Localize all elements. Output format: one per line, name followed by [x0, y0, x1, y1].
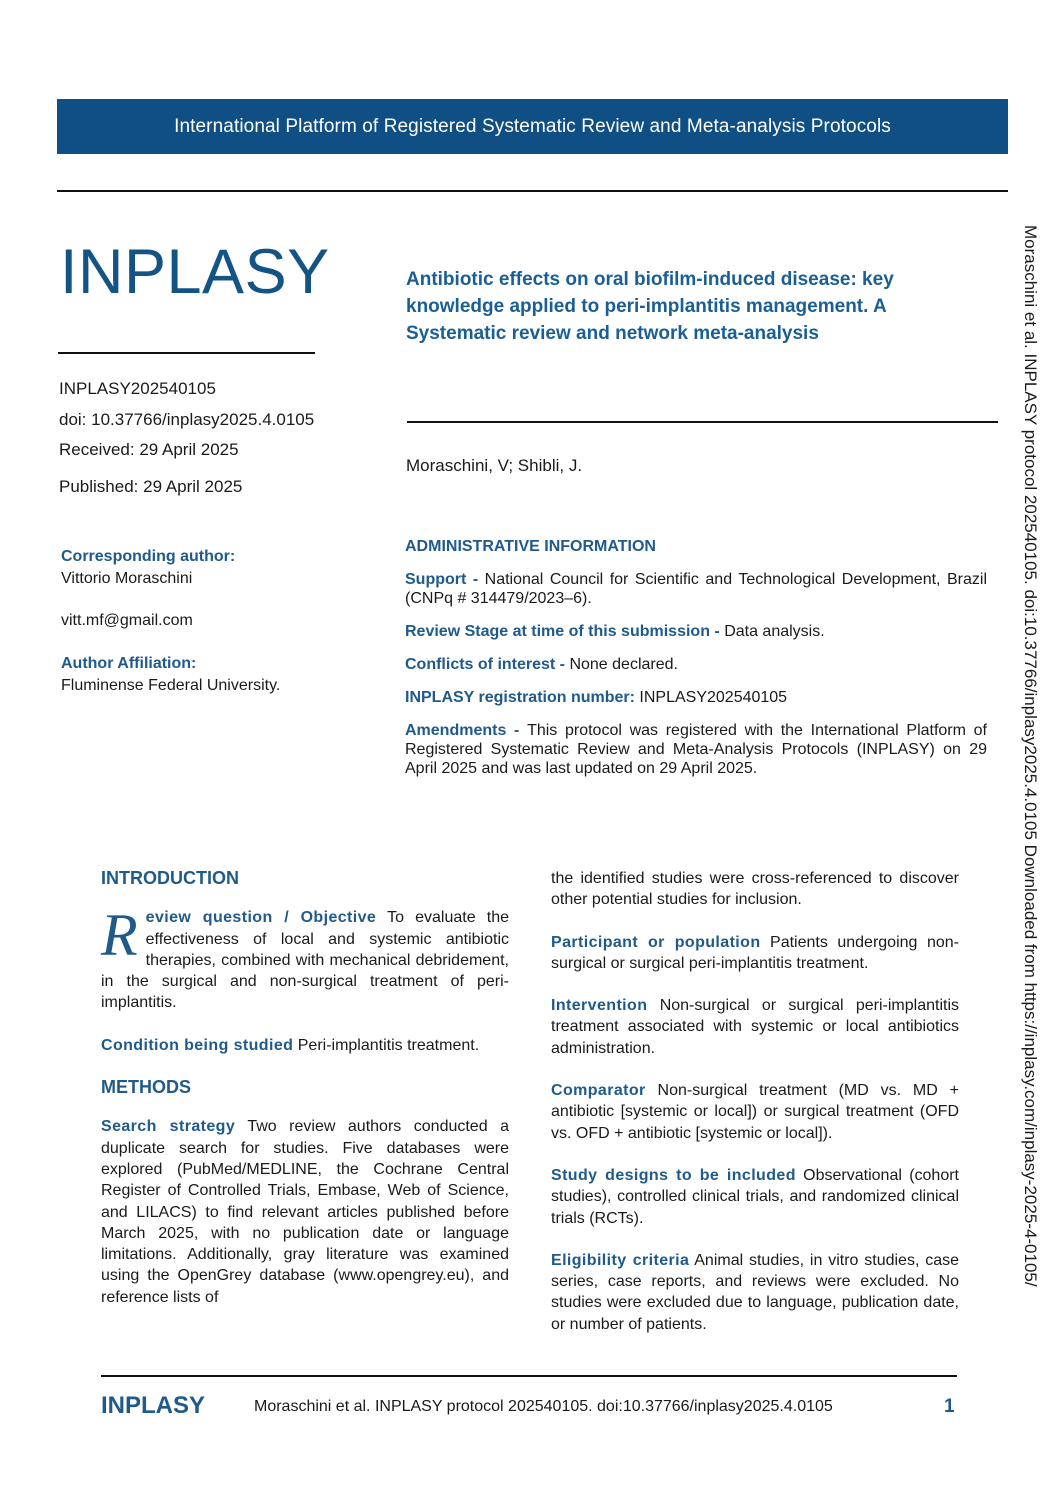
support-item	[405, 570, 987, 608]
footer-rule	[101, 1375, 957, 1377]
eligibility-text: Animal studies, in vitro studies, case series, case reports, and reviews were excluded. No studies were excluded due to language, publication date, or number of patients.	[551, 1251, 960, 1333]
footer-logo: INPLASY	[101, 1392, 206, 1419]
article-title: Antibiotic effects on oral biofilm-induced disease: key knowledge applied to peri-implantitis management. A Systematic review and network meta-analysis	[406, 269, 894, 344]
title-rule	[407, 421, 998, 423]
drop-cap: R	[101, 902, 138, 969]
comparator-text: Non-surgical treatment (MD vs. MD + antibiotic [systemic or local]) or surgical treatment (OFD vs. OFD + antibiotic [systemic or local]).	[551, 1082, 959, 1142]
intervention-paragraph	[551, 995, 959, 1059]
body-column-right	[551, 868, 959, 1356]
study-designs-text: Observational (cohort studies), controlled clinical trials, and randomized clinical trials (RCTs).	[551, 1166, 959, 1227]
review-question-paragraph	[101, 902, 509, 1013]
admin-heading: ADMINISTRATIVE INFORMATION	[405, 538, 656, 555]
author-affiliation: Fluminense Federal University.	[61, 677, 281, 694]
review-stage-text: Data analysis.	[724, 623, 825, 640]
author-list: Moraschini, V; Shibli, J.	[406, 456, 583, 475]
study-designs-paragraph	[551, 1165, 959, 1229]
conflicts-label: Conflicts of interest -	[405, 656, 570, 673]
page-number: 1	[944, 1396, 955, 1417]
registration-id: INPLASY202540105	[59, 379, 216, 398]
support-label: Support -	[405, 571, 485, 588]
eligibility-label: Eligibility criteria	[551, 1251, 690, 1269]
search-strategy-paragraph	[101, 1116, 509, 1308]
intervention-text: Non-surgical or surgical peri-implantitis treatment associated with systemic or local antibiotics administration.	[551, 997, 959, 1057]
support-text: National Council for Scientific and Technological Development, Brazil (CNPq # 314479/2023–6).	[405, 571, 987, 607]
amendments-text: This protocol was registered with the International Platform of Registered Systematic Review and Meta-Analysis Protocols (INPLASY) on 29 April 2025 and was last updated on 29 April 2025.	[405, 722, 987, 777]
brand-rule	[58, 352, 315, 354]
eligibility-paragraph	[551, 1250, 959, 1335]
population-paragraph	[551, 932, 959, 975]
corresponding-author-label: Corresponding author:	[61, 548, 236, 565]
population-text: Patients undergoing non-surgical or surgical peri-implantitis treatment.	[551, 933, 959, 972]
author-affiliation-label: Author Affiliation:	[61, 655, 197, 672]
administrative-information	[405, 537, 987, 792]
received-date: Received: 29 April 2025	[59, 440, 239, 459]
amendments-label: Amendments -	[405, 722, 528, 739]
search-strategy-text: Two review authors conducted a duplicate search for studies. Five databases were explored (PubMed/MEDLINE, the Cochrane Central Register of Controlled Trials, Embase, Web of Science, and LILACS) to find relevant articles published before March 2025, with no publication date or language limitations. Additionally, gray literature was examined using the OpenGrey database (www.opengrey.eu), and reference lists of	[101, 1118, 510, 1306]
journal-logo: INPLASY	[60, 237, 330, 307]
comparator-label: Comparator	[551, 1082, 646, 1100]
review-question-label: eview question / Objective	[145, 909, 377, 927]
intervention-label: Intervention	[551, 997, 648, 1015]
condition-label: Condition being studied	[101, 1036, 294, 1054]
comparator-paragraph	[551, 1080, 959, 1144]
download-watermark: Moraschini et al. INPLASY protocol 202540105. doi:10.37766/inplasy2025.4.0105 Downloaded from https://inplasy.com/inplasy-2025-4-0105/	[1021, 225, 1040, 1287]
study-designs-label: Study designs to be included	[551, 1166, 796, 1184]
search-strategy-label: Search strategy	[101, 1118, 236, 1136]
registration-number-text: INPLASY202540105	[639, 689, 788, 706]
body-column-left	[101, 868, 509, 1329]
conflicts-item	[405, 655, 987, 674]
footer-citation: Moraschini et al. INPLASY protocol 202540105. doi:10.37766/inplasy2025.4.0105	[254, 1398, 833, 1415]
review-stage-item	[405, 622, 987, 641]
conflicts-text: None declared.	[569, 656, 678, 673]
population-label: Participant or population	[551, 933, 761, 951]
doi[interactable]: doi: 10.37766/inplasy2025.4.0105	[59, 410, 315, 429]
amendments-item	[405, 721, 987, 778]
journal-banner: International Platform of Registered Systematic Review and Meta-analysis Protocols	[57, 99, 1008, 154]
review-stage-label: Review Stage at time of this submission -	[405, 623, 725, 640]
review-question-text: To evaluate the effectiveness of local and systemic antibiotic therapies, combined with mechanical debridement, in the surgical and non-surgical treatment of peri-implantitis.	[101, 909, 509, 1012]
condition-paragraph	[101, 1035, 509, 1056]
condition-text: Peri-implantitis treatment.	[293, 1036, 480, 1054]
search-strategy-continued: the identified studies were cross-referenced to discover other potential studies for inclusion.	[551, 870, 959, 909]
registration-number-label: INPLASY registration number:	[405, 689, 640, 706]
corresponding-author-email[interactable]: vitt.mf@gmail.com	[61, 612, 193, 629]
header-rule	[57, 190, 1008, 192]
methods-heading: METHODS	[101, 1077, 191, 1098]
introduction-heading: INTRODUCTION	[101, 868, 239, 888]
registration-number-item	[405, 688, 987, 707]
published-date: Published: 29 April 2025	[59, 477, 243, 496]
corresponding-author-name: Vittorio Moraschini	[61, 570, 193, 587]
